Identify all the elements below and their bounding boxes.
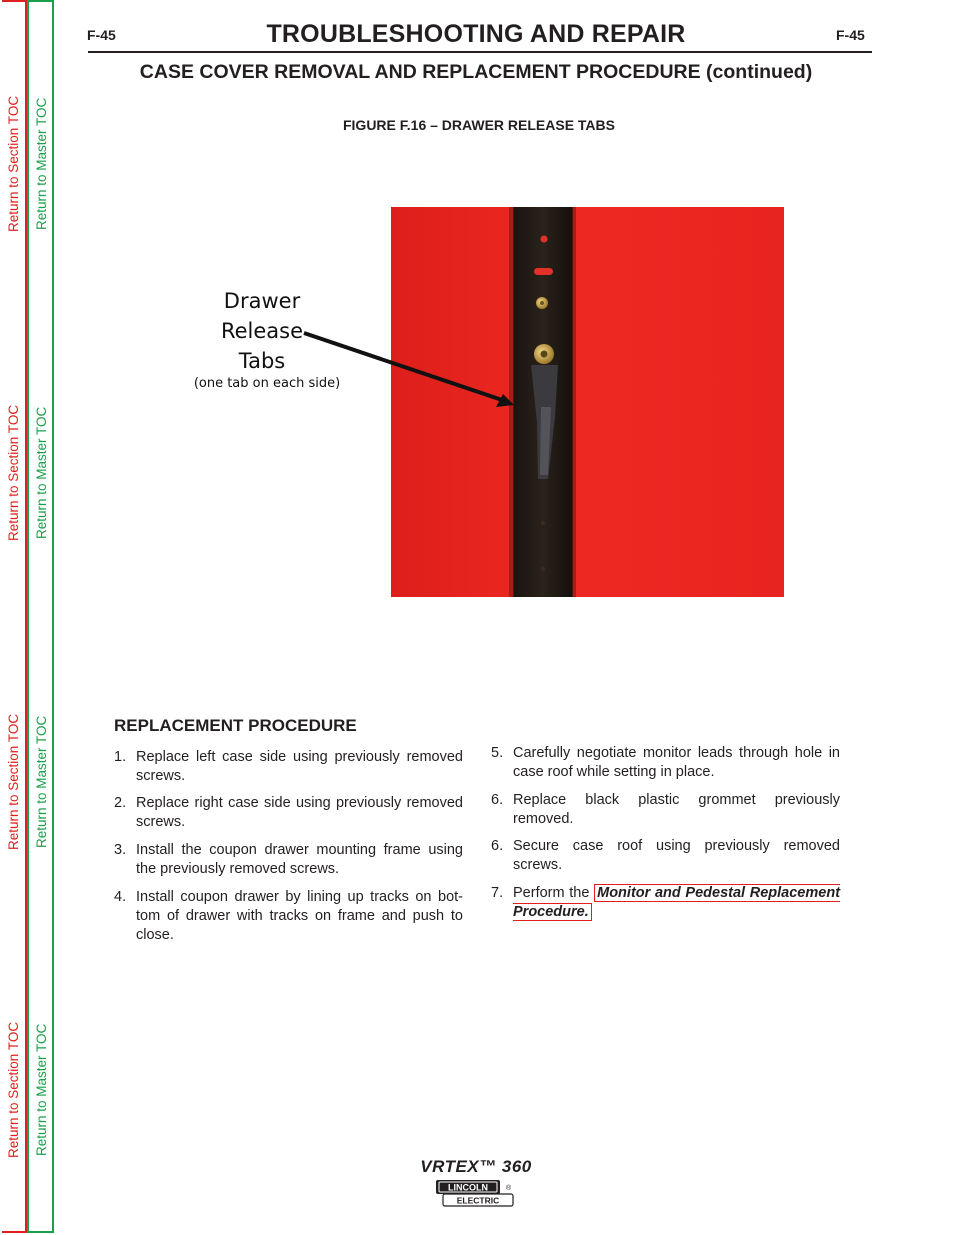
- callout-note: (one tab on each side): [193, 376, 341, 391]
- step-number: 1.: [114, 749, 127, 765]
- step-number: 7.: [491, 885, 504, 901]
- callout-label: [210, 286, 314, 376]
- return-to-master-toc-link[interactable]: Return to Master TOC: [34, 406, 49, 539]
- return-to-section-toc-link[interactable]: Return to Section TOC: [6, 404, 21, 541]
- return-to-section-toc-link[interactable]: Return to Section TOC: [6, 95, 21, 232]
- step-number: 6.: [491, 792, 504, 808]
- procedure-step: [491, 744, 840, 784]
- callout-line: Release: [220, 319, 304, 343]
- section-heading: REPLACEMENT PROCEDURE: [114, 716, 357, 735]
- lincoln-electric-logo: [435, 1179, 515, 1207]
- figure-caption: FIGURE F.16 – DRAWER RELEASE TABS: [342, 117, 615, 133]
- callout-line: Tabs: [238, 349, 286, 373]
- procedure-step: [114, 841, 463, 881]
- logo-registered-mark: ®: [506, 1185, 512, 1192]
- procedure-step: [114, 794, 463, 834]
- logo-top-text: LINCOLN: [448, 1182, 488, 1193]
- step-text: Replace left case side using previously removed screws.: [136, 749, 463, 784]
- return-to-section-toc-link[interactable]: Return to Section TOC: [6, 713, 21, 850]
- page-number-left: F-45: [87, 27, 116, 43]
- return-to-section-toc-link[interactable]: Return to Section TOC: [6, 1021, 21, 1158]
- callout-line: Drawer: [223, 289, 301, 313]
- step-number: 2.: [114, 795, 127, 811]
- step-text: Replace black plastic grommet previously removed.: [513, 792, 840, 827]
- step-number: 5.: [491, 745, 504, 761]
- step-text: [513, 884, 840, 922]
- return-to-master-toc-link[interactable]: Return to Master TOC: [34, 1023, 49, 1156]
- step-number: 4.: [114, 889, 127, 905]
- title-divider: [88, 51, 872, 53]
- page-number-right: F-45: [836, 27, 865, 43]
- step-text-prefix: Perform the: [513, 885, 590, 901]
- step-text: Install the coupon drawer mounting frame using the previously removed screws.: [136, 842, 463, 877]
- return-to-master-toc-link[interactable]: Return to Master TOC: [34, 715, 49, 848]
- callout-arrow: [300, 325, 522, 410]
- step-number: 3.: [114, 842, 127, 858]
- logo-bottom-text: ELECTRIC: [456, 1195, 500, 1206]
- page-title: TROUBLESHOOTING AND REPAIR: [266, 20, 686, 48]
- procedure-step: [491, 837, 840, 877]
- procedure-step: [491, 884, 840, 926]
- step-number: 6.: [491, 838, 504, 854]
- step-text: Carefully negotiate monitor leads through hole in case roof while setting in place.: [513, 745, 840, 780]
- step-text: Install coupon drawer by lining up tracks on bot-tom of drawer with tracks on frame and push to close.: [136, 889, 463, 943]
- monitor-pedestal-procedure-link[interactable]: Monitor and Pedestal Replacement Procedure.: [513, 885, 841, 920]
- step-text: Replace right case side using previously removed screws.: [136, 795, 463, 830]
- return-to-master-toc-link[interactable]: Return to Master TOC: [34, 97, 49, 230]
- procedure-step: [114, 888, 463, 948]
- product-model: VRTEX™ 360: [420, 1157, 532, 1176]
- procedure-step: [491, 791, 840, 831]
- page-subtitle: CASE COVER REMOVAL AND REPLACEMENT PROCEDURE (continued): [139, 61, 813, 83]
- step-text: Secure case roof using previously removed screws.: [513, 838, 840, 873]
- procedure-step: [114, 748, 463, 788]
